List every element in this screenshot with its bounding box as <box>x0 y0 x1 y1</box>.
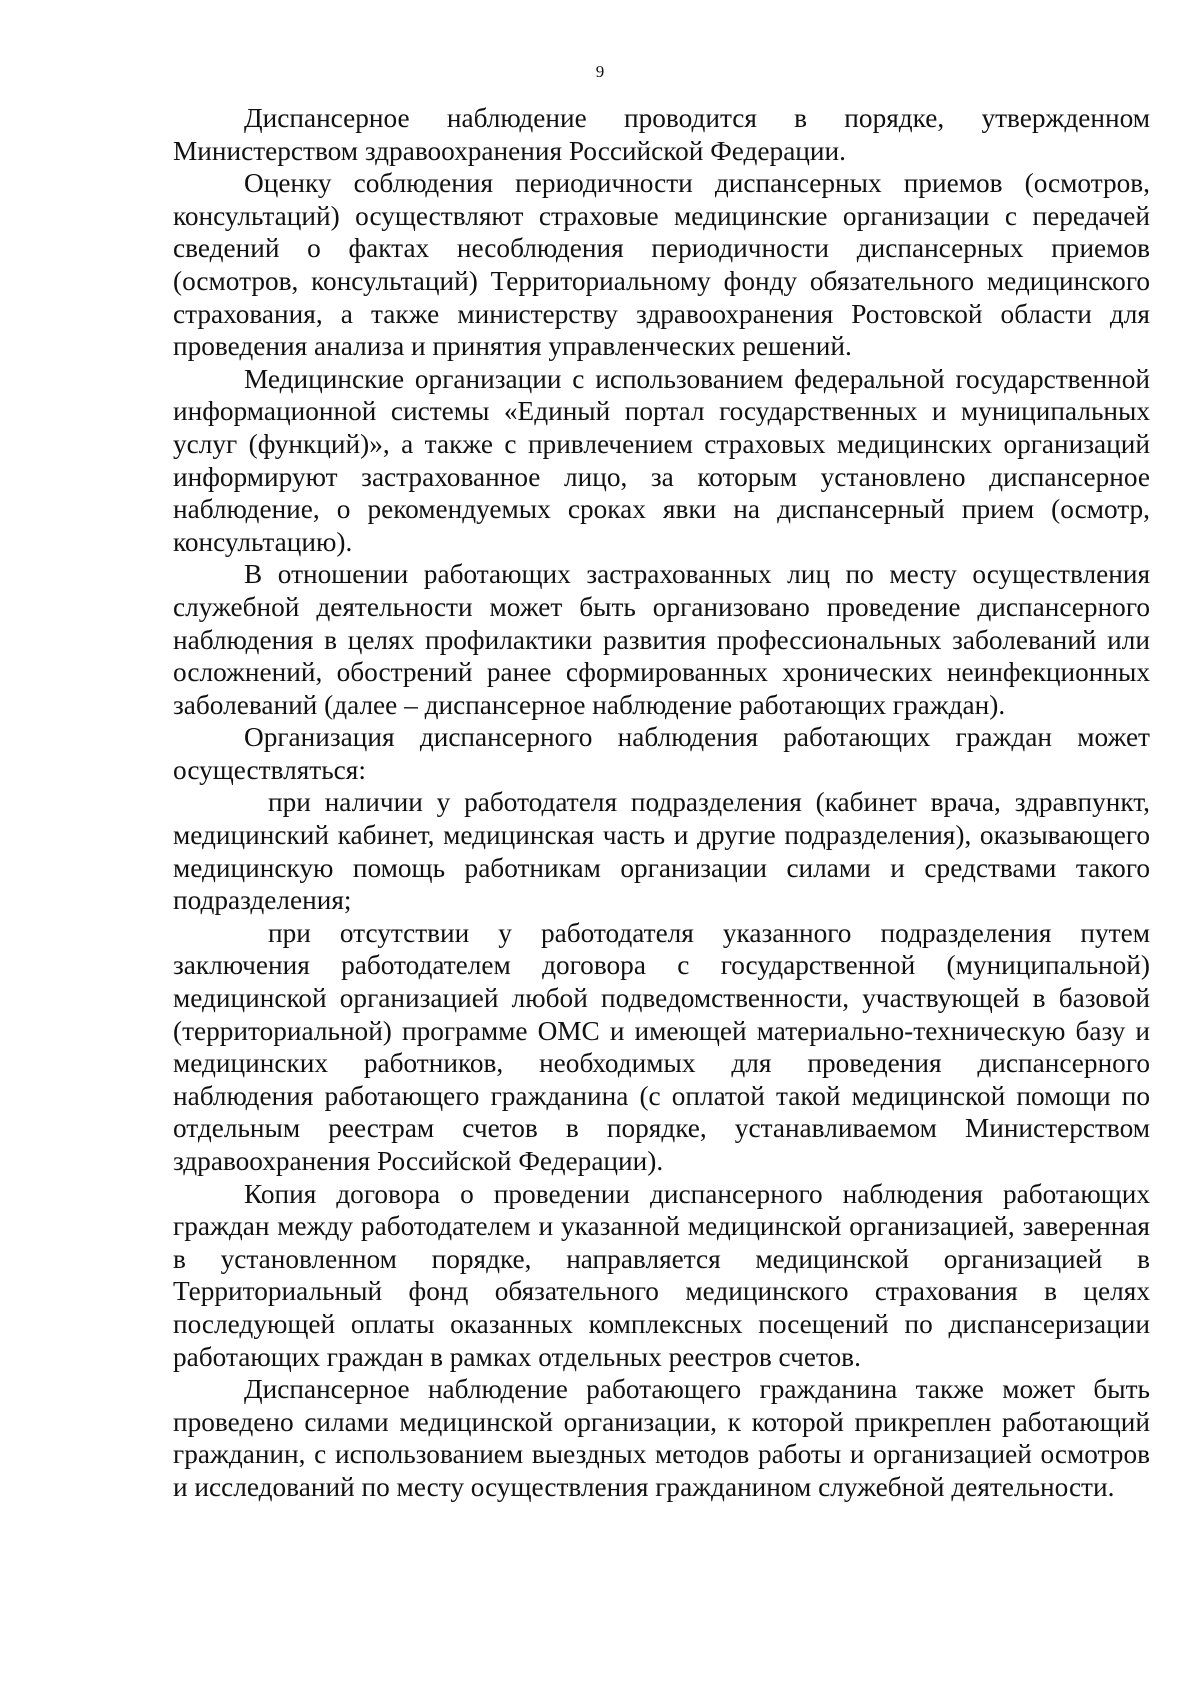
paragraph: Диспансерное наблюдение проводится в порядке, утвержденном Министерством здравоохранения Российской Федерации. <box>173 103 1150 166</box>
paragraph: Диспансерное наблюдение работающего гражданина также может быть проведено силами медицинской организации, к которой прикреплен работающий гражданин, с использованием выездных методов работы и организацией осмотров и исследований по месту осуществления гражданином служебной деятельности. <box>173 1374 1150 1502</box>
paragraph: Оценку соблюдения периодичности диспансерных приемов (осмотров, консультаций) осуществляют страховые медицинские организации с передачей сведений о фактах несоблюдения периодичности диспансерных приемов (осмотров, консультаций) Территориальному фонду обязательного медицинского страхования, а также министерству здравоохранения Ростовской области для проведения анализа и принятия управленческих решений. <box>173 168 1150 362</box>
paragraph: Организация диспансерного наблюдения работающих граждан может осуществляться: <box>173 722 1150 785</box>
list-item: при наличии у работодателя подразделения (кабинет врача, здравпункт, медицинский кабинет, медицинская часть и другие подразделения), оказывающего медицинскую помощь работникам организации силами и средствами такого подразделения; <box>173 787 1150 916</box>
paragraph: В отношении работающих застрахованных лиц по месту осуществления служебной деятельности может быть организовано проведение диспансерного наблюдения в целях профилактики развития профессиональных заболеваний или осложнений, обострений ранее сформированных хронических неинфекционных заболеваний (далее – диспансерное наблюдение работающих граждан). <box>173 559 1150 720</box>
paragraph: Копия договора о проведении диспансерного наблюдения работающих граждан между работодателем и указанной медицинской организацией, заверенная в установленном порядке, направляется медицинской организацией в Территориальный фонд обязательного медицинского страхования в целях последующей оплаты оказанных комплексных посещений по диспансеризации работающих граждан в рамках отдельных реестров счетов. <box>173 1178 1150 1372</box>
paragraph: Медицинские организации с использованием федеральной государственной информационной системы «Единый портал государственных и муниципальных услуг (функций)», а также с привлечением страховых медицинских организаций информируют застрахованное лицо, за которым установлено диспансерное наблюдение, о рекомендуемых сроках явки на диспансерный прием (осмотр, консультацию). <box>173 363 1150 557</box>
page-number: 9 <box>595 62 605 81</box>
document-body <box>173 102 1150 1504</box>
list-item: при отсутствии у работодателя указанного подразделения путем заключения работодателем договора с государственной (муниципальной) медицинской организацией любой подведомственности, участвующей в базовой (территориальной) программе ОМС и имеющей материально-техническую базу и медицинских работников, необходимых для проведения диспансерного наблюдения работающего гражданина (с оплатой такой медицинской помощи по отдельным реестрам счетов в порядке, устанавливаемом Министерством здравоохранения Российской Федерации). <box>173 917 1150 1176</box>
